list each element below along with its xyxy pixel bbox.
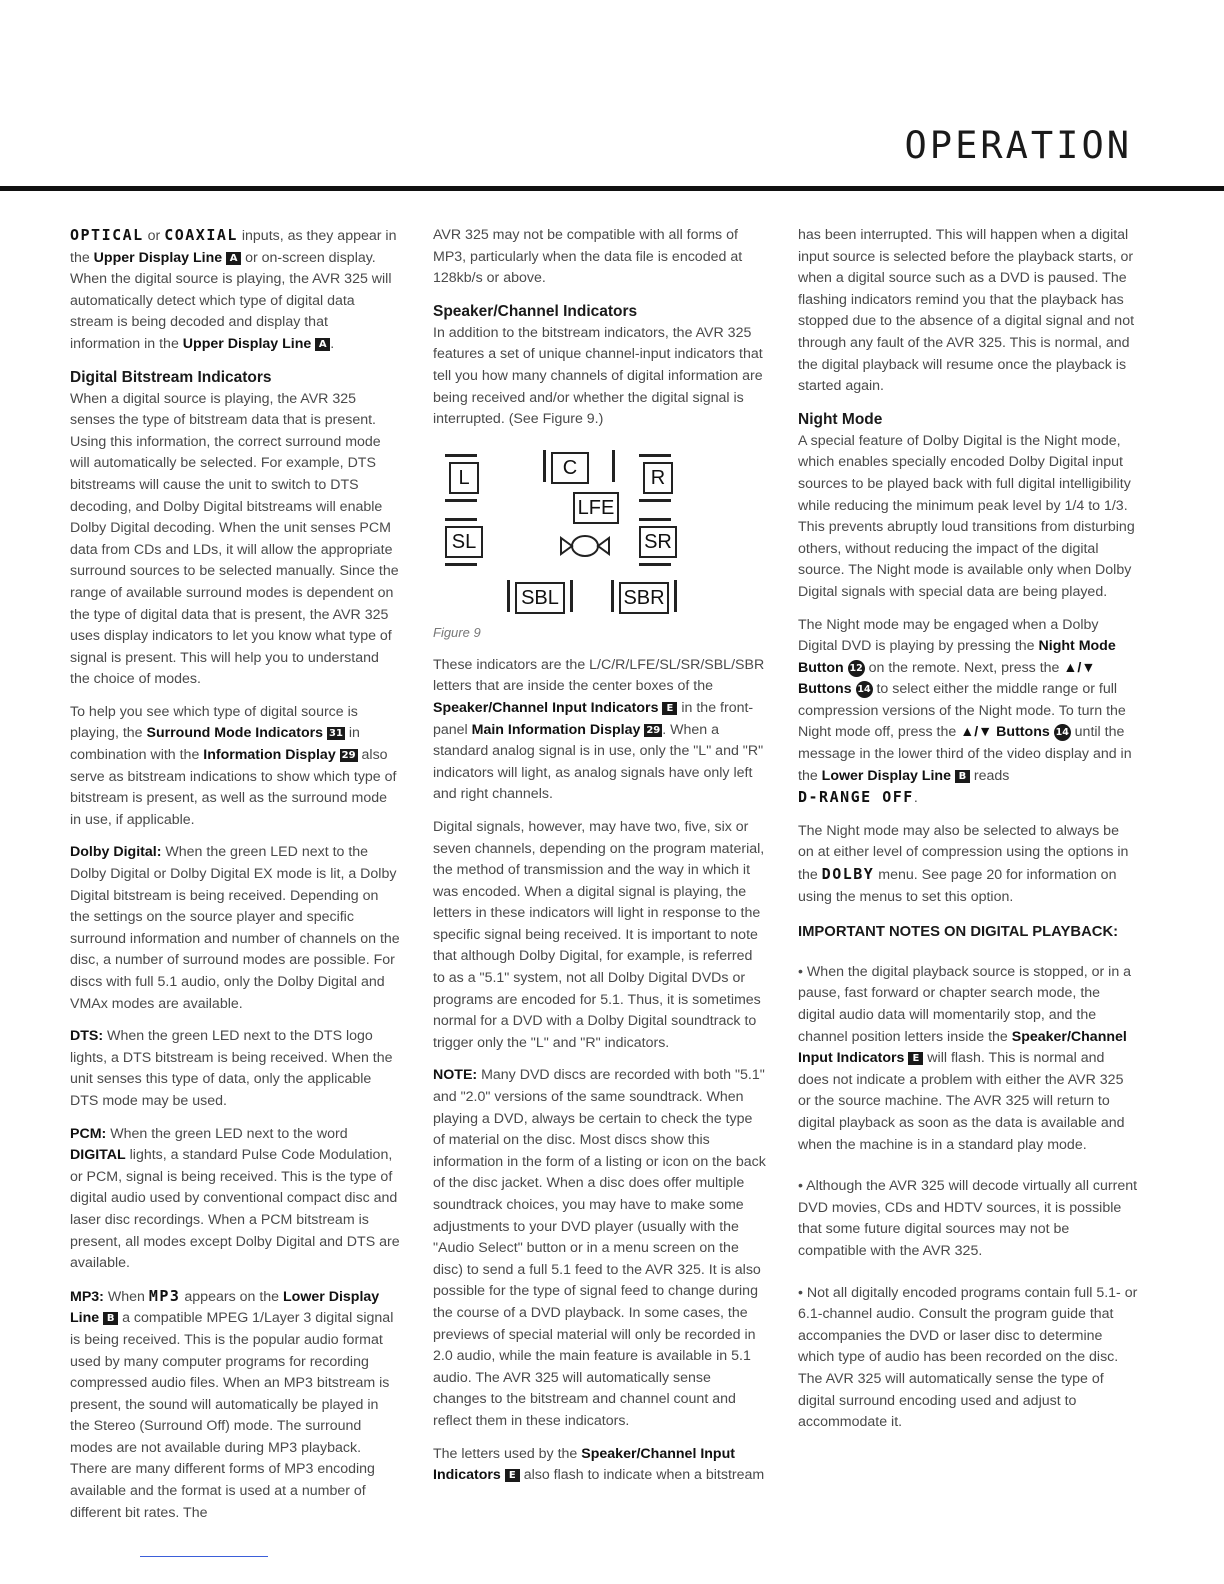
term-dts: DTS: [70, 1028, 104, 1045]
channel-indicator-sbr: SBR [619, 582, 669, 614]
paragraph-letters-flash [433, 1444, 768, 1487]
text: lights, a standard Pulse Code Modulation, or PCM, signal is being received. This is the type of digital audio used by conventional compact disc and laser disc recordings. When a PCM bitstream is present, all modes except Dolby Digital and DTS are available. [70, 1147, 400, 1272]
paragraph-dolby-digital [70, 842, 400, 1015]
text: . [913, 790, 918, 807]
text: until the message in the lower third of the video display and in the [798, 724, 1132, 784]
callout-badge: 29 [646, 724, 661, 736]
paragraph-note [433, 1065, 768, 1432]
text: Many DVD discs are recorded with both "5.1" and "2.0" versions of the same soundtrack. When playing a DVD, always be certain to check the type of material on the disc. Most discs show this information in the form of a listing or icon on the back of the disc jacket. When a disc does offer multiple soundtrack choices, you may have to make some adjustments to your DVD player (usually with the "Audio Select" button or in a menu screen on the disc) to send a full 5.1 feed to the AVR 325. It is also possible for the type of signal feed to change during the course of a DVD playback. In some cases, the previews of special material will only be recorded in 2.0 audio, while the main feature is available in 5.1 audio. The AVR 325 will automatically sense changes to the bitstream and channel count and reflect them in these indicators. [433, 1067, 766, 1429]
term-up-down-buttons: ▲/▼ Buttons [798, 659, 1096, 698]
term-up-down-buttons: ▲/▼ Buttons [960, 724, 1050, 741]
page-title: OPERATION [904, 124, 1132, 167]
text: will flash. This is normal and does not indicate a problem with either the AVR 325 or the source machine. The AVR 325 will return to digital playback as soon as the data is available and when the machine is in a standard play mode. [798, 1050, 1125, 1153]
bullet-channel-audio: • Not all digitally encoded programs contain full 5.1- or 6.1-channel audio. Consult the program guide that accompanies the DVD or laser disc to determine which type of audio has been recorded on the disc. The AVR 325 will automatically sense the type of digital surround encoding used and adjust to accommodate it. [798, 1284, 1138, 1431]
paragraph-dts [70, 1026, 400, 1112]
header-rule [0, 186, 1224, 191]
text: When the green LED next to the Dolby Digital or Dolby Digital EX mode is lit, a Dolby Digital bitstream is being received. Depending on the settings on the source player and specific surround information and number of channels on the disc, a number of surround modes are possible. For discs with full 5.1 audio, only the Dolby Digital and VMAx modes are available. [70, 844, 400, 1012]
paragraph-night-mode-always [798, 821, 1138, 908]
channel-indicator-c: C [551, 452, 589, 484]
remote-callout-badge: 14 [1054, 724, 1071, 741]
text: When the green LED next to the word [106, 1125, 348, 1142]
term-speaker-channel-input-indicators: Speaker/Channel Input Indicators [433, 1445, 735, 1484]
paragraph-surround-indicators [70, 702, 400, 832]
text: inputs, as they appear in the [70, 228, 397, 266]
callout-badge: E [908, 1052, 923, 1065]
paragraph-speaker-channel: In addition to the bitstream indicators, the AVR 325 features a set of unique channel-input indicators that tell you how many channels of digital information are being received and/or whether the digital signal is interrupted. (See Figure 9.) [433, 324, 763, 428]
term-mp3: MP3: [70, 1288, 104, 1305]
term-dolby-digital: Dolby Digital: [70, 844, 162, 861]
callout-badge: A [226, 252, 241, 265]
text: to select either the middle range or full compression versions of the Night mode. To turn the Night mode off, press the [798, 681, 1126, 741]
paragraph-pcm [70, 1124, 400, 1275]
paragraph-mp3-continued: AVR 325 may not be compatible with all forms of MP3, particularly when the data file is encoded at 128kb/s or above. [433, 227, 743, 287]
channel-indicator-r: R [643, 462, 673, 494]
channel-indicator-l: L [449, 462, 479, 494]
lcd-text-coaxial: COAXIAL [164, 226, 238, 244]
callout-badge: B [103, 1312, 118, 1325]
term-speaker-channel-input-indicators: Speaker/Channel Input Indicators [798, 1028, 1127, 1067]
heading-important-notes: IMPORTANT NOTES ON DIGITAL PLAYBACK: [798, 924, 1119, 941]
callout-badge: A [315, 338, 330, 351]
text: in the front-panel [433, 699, 754, 738]
text: These indicators are the L/C/R/LFE/SL/SR/SBL/SBR letters that are inside the center boxes of the [433, 656, 765, 695]
term-digital: DIGITAL [70, 1147, 126, 1164]
text: The letters used by the [433, 1445, 582, 1462]
text: • When the digital playback source is stopped, or in a pause, fast forward or chapter search mode, the digital audio data will momentarily stop, and the channel position letters inside the [798, 963, 1132, 1045]
text: or [143, 228, 165, 244]
column-1 [70, 225, 400, 1535]
channel-indicator-sbl: SBL [515, 582, 565, 614]
callout-badge: E [505, 1469, 520, 1482]
term-information-display: Information Display [203, 747, 336, 764]
callout-badge: 29 [341, 750, 356, 762]
term-surround-mode-indicators: Surround Mode Indicators [146, 725, 324, 742]
bullet-future-sources: • Although the AVR 325 will decode virtually all current DVD movies, CDs and HDTV sources, it is possible that some future digital sources may not be compatible with the AVR 325. [798, 1178, 1138, 1259]
callout-badge: 31 [329, 728, 343, 740]
paragraph-mp3 [70, 1286, 400, 1525]
heading-night-mode: Night Mode [798, 410, 883, 428]
paragraph-digital-inputs [70, 225, 400, 356]
lcd-text-optical: OPTICAL [70, 226, 144, 244]
remote-callout-badge: 12 [848, 660, 865, 677]
bullet-playback-stopped [798, 962, 1138, 1156]
text: on the remote. Next, press the [864, 659, 1064, 676]
lcd-text-mp3: MP3 [148, 1286, 181, 1305]
text: To help you see which type of digital source is playing, the [70, 703, 358, 742]
paragraph-bitstream-interrupted: has been interrupted. This will happen when a digital input source is selected before the playback starts, or when a digital source such as a DVD is paused. The flashing indicators remind you that the playback has stopped due to the absence of a digital signal and not through any fault of the AVR 325. This is normal, and the digital playback will resume once the playback is started again. [798, 227, 1135, 395]
text: menu. See page 20 for information on using the menus to set this option. [798, 867, 1117, 905]
heading-speaker-channel-indicators: Speaker/Channel Indicators [433, 302, 638, 320]
term-speaker-channel-input-indicators: Speaker/Channel Input Indicators [433, 699, 659, 716]
text: The Night mode may be engaged when a Dolby Digital DVD is playing by pressing the [798, 616, 1099, 655]
term-main-information-display: Main Information Display [471, 721, 641, 738]
figure-caption: Figure 9 [433, 624, 481, 640]
channel-indicator-sl: SL [445, 526, 483, 558]
channel-indicator-lfe: LFE [573, 492, 619, 524]
term-lower-display-line: Lower Display Line [821, 767, 951, 784]
paragraph-night-mode: A special feature of Dolby Digital is the Night mode, which enables specially encoded Dolby Digital input sources to be played back with full digital intelligibility while reducing the minimum peak level by 1/4 to 1/3. This prevents abruptly loud transitions from disturbing others, without reducing the impact of the digital source. The Night mode is available only when Dolby Digital signals with special data are being played. [798, 432, 1135, 600]
lcd-text-d-range-off: D-RANGE OFF [798, 788, 914, 807]
indicator-bracket [543, 450, 615, 482]
text: reads [969, 767, 1010, 784]
text: When the green LED next to the DTS logo lights, a DTS bitstream is being received. When the unit senses this type of data, only the applicable DTS mode may be used. [70, 1028, 393, 1109]
heading-bitstream-indicators: Digital Bitstream Indicators [70, 368, 272, 386]
lcd-text-dolby: DOLBY [821, 865, 875, 884]
callout-badge: E [662, 702, 677, 715]
term-night-mode-button: Night Mode Button [798, 638, 1116, 676]
footer-rule [140, 1556, 268, 1557]
listener-icon [555, 532, 615, 560]
figure-9-channel-indicators [433, 442, 768, 817]
term-lower-display-line: Lower Display Line [70, 1288, 380, 1327]
text: The Night mode may also be selected to always be on at either level of compression using the options in the [798, 822, 1129, 884]
channel-indicator-sr: SR [639, 526, 677, 558]
column-3 [798, 225, 1138, 1454]
indicator-bracket [611, 580, 677, 612]
paragraph-bitstream: When a digital source is playing, the AVR 325 senses the type of bitstream data that is present. Using this information, the correct surround mode will automatically be selected. For example, DTS bitstreams will cause the unit to switch to DTS decoding, and Dolby Digital bitstreams will enable Dolby Digital decoding. When the unit senses PCM data from CDs and LDs, it will allow the appropriate surround sources to be selected manually. Since the range of available surround modes is dependent on the type of digital data that is present, the AVR 325 uses display indicators to let you know what type of signal is present. This will help you to understand the choice of modes. [70, 390, 399, 688]
text: When [103, 1288, 149, 1305]
column-2 [433, 225, 768, 1498]
text: a compatible MPEG 1/Layer 3 digital signal is being received. This is the popular audio format used by many computer programs for recording compressed audio files. When an MP3 bitstream is present, the sound will automatically be played in the Stereo (Surround Off) mode. The surround modes are not available during MP3 playback. There are many different forms of MP3 encoding available and the format is used at a number of different bit rates. The [70, 1310, 394, 1521]
paragraph-digital-signals: Digital signals, however, may have two, five, six or seven channels, depending on the program material, the method of transmission and the way in which it was encoded. When a digital signal is playing, the letters in these indicators will light in response to the specific signal being received. It is important to note that although Dolby Digital, for example, is referred to as a "5.1" system, not all Dolby Digital DVDs or programs are encoded for 5.1. Thus, it is sometimes normal for a DVD with a Dolby Digital soundtrack to trigger only the "L" and "R" indicators. [433, 818, 765, 1051]
text: . [330, 335, 335, 352]
term-pcm: PCM: [70, 1125, 107, 1142]
text: . When a standard analog signal is in use, only the "L" and "R" indicators will light, as analog signals have only left and right channels. [433, 721, 764, 803]
callout-badge: B [955, 770, 970, 783]
indicator-bracket [507, 580, 573, 612]
term-note: NOTE: [433, 1067, 478, 1084]
term-upper-display-line: Upper Display Line [93, 249, 223, 266]
term-upper-display-line: Upper Display Line [182, 335, 312, 352]
paragraph-night-mode-engage [798, 615, 1138, 810]
text: in combination with the [70, 725, 360, 764]
remote-callout-badge: 14 [856, 681, 873, 698]
text: also serve as bitstream indications to show which type of bitstream is present, as well as the surround mode in use, if applicable. [70, 747, 397, 828]
text: or on-screen display. When the digital source is playing, the AVR 325 will automatically detect which type of digital data stream is being decoded and display that information in the [70, 249, 392, 352]
text: also flash to indicate when a bitstream [519, 1467, 765, 1484]
text: appears on the [180, 1288, 283, 1305]
